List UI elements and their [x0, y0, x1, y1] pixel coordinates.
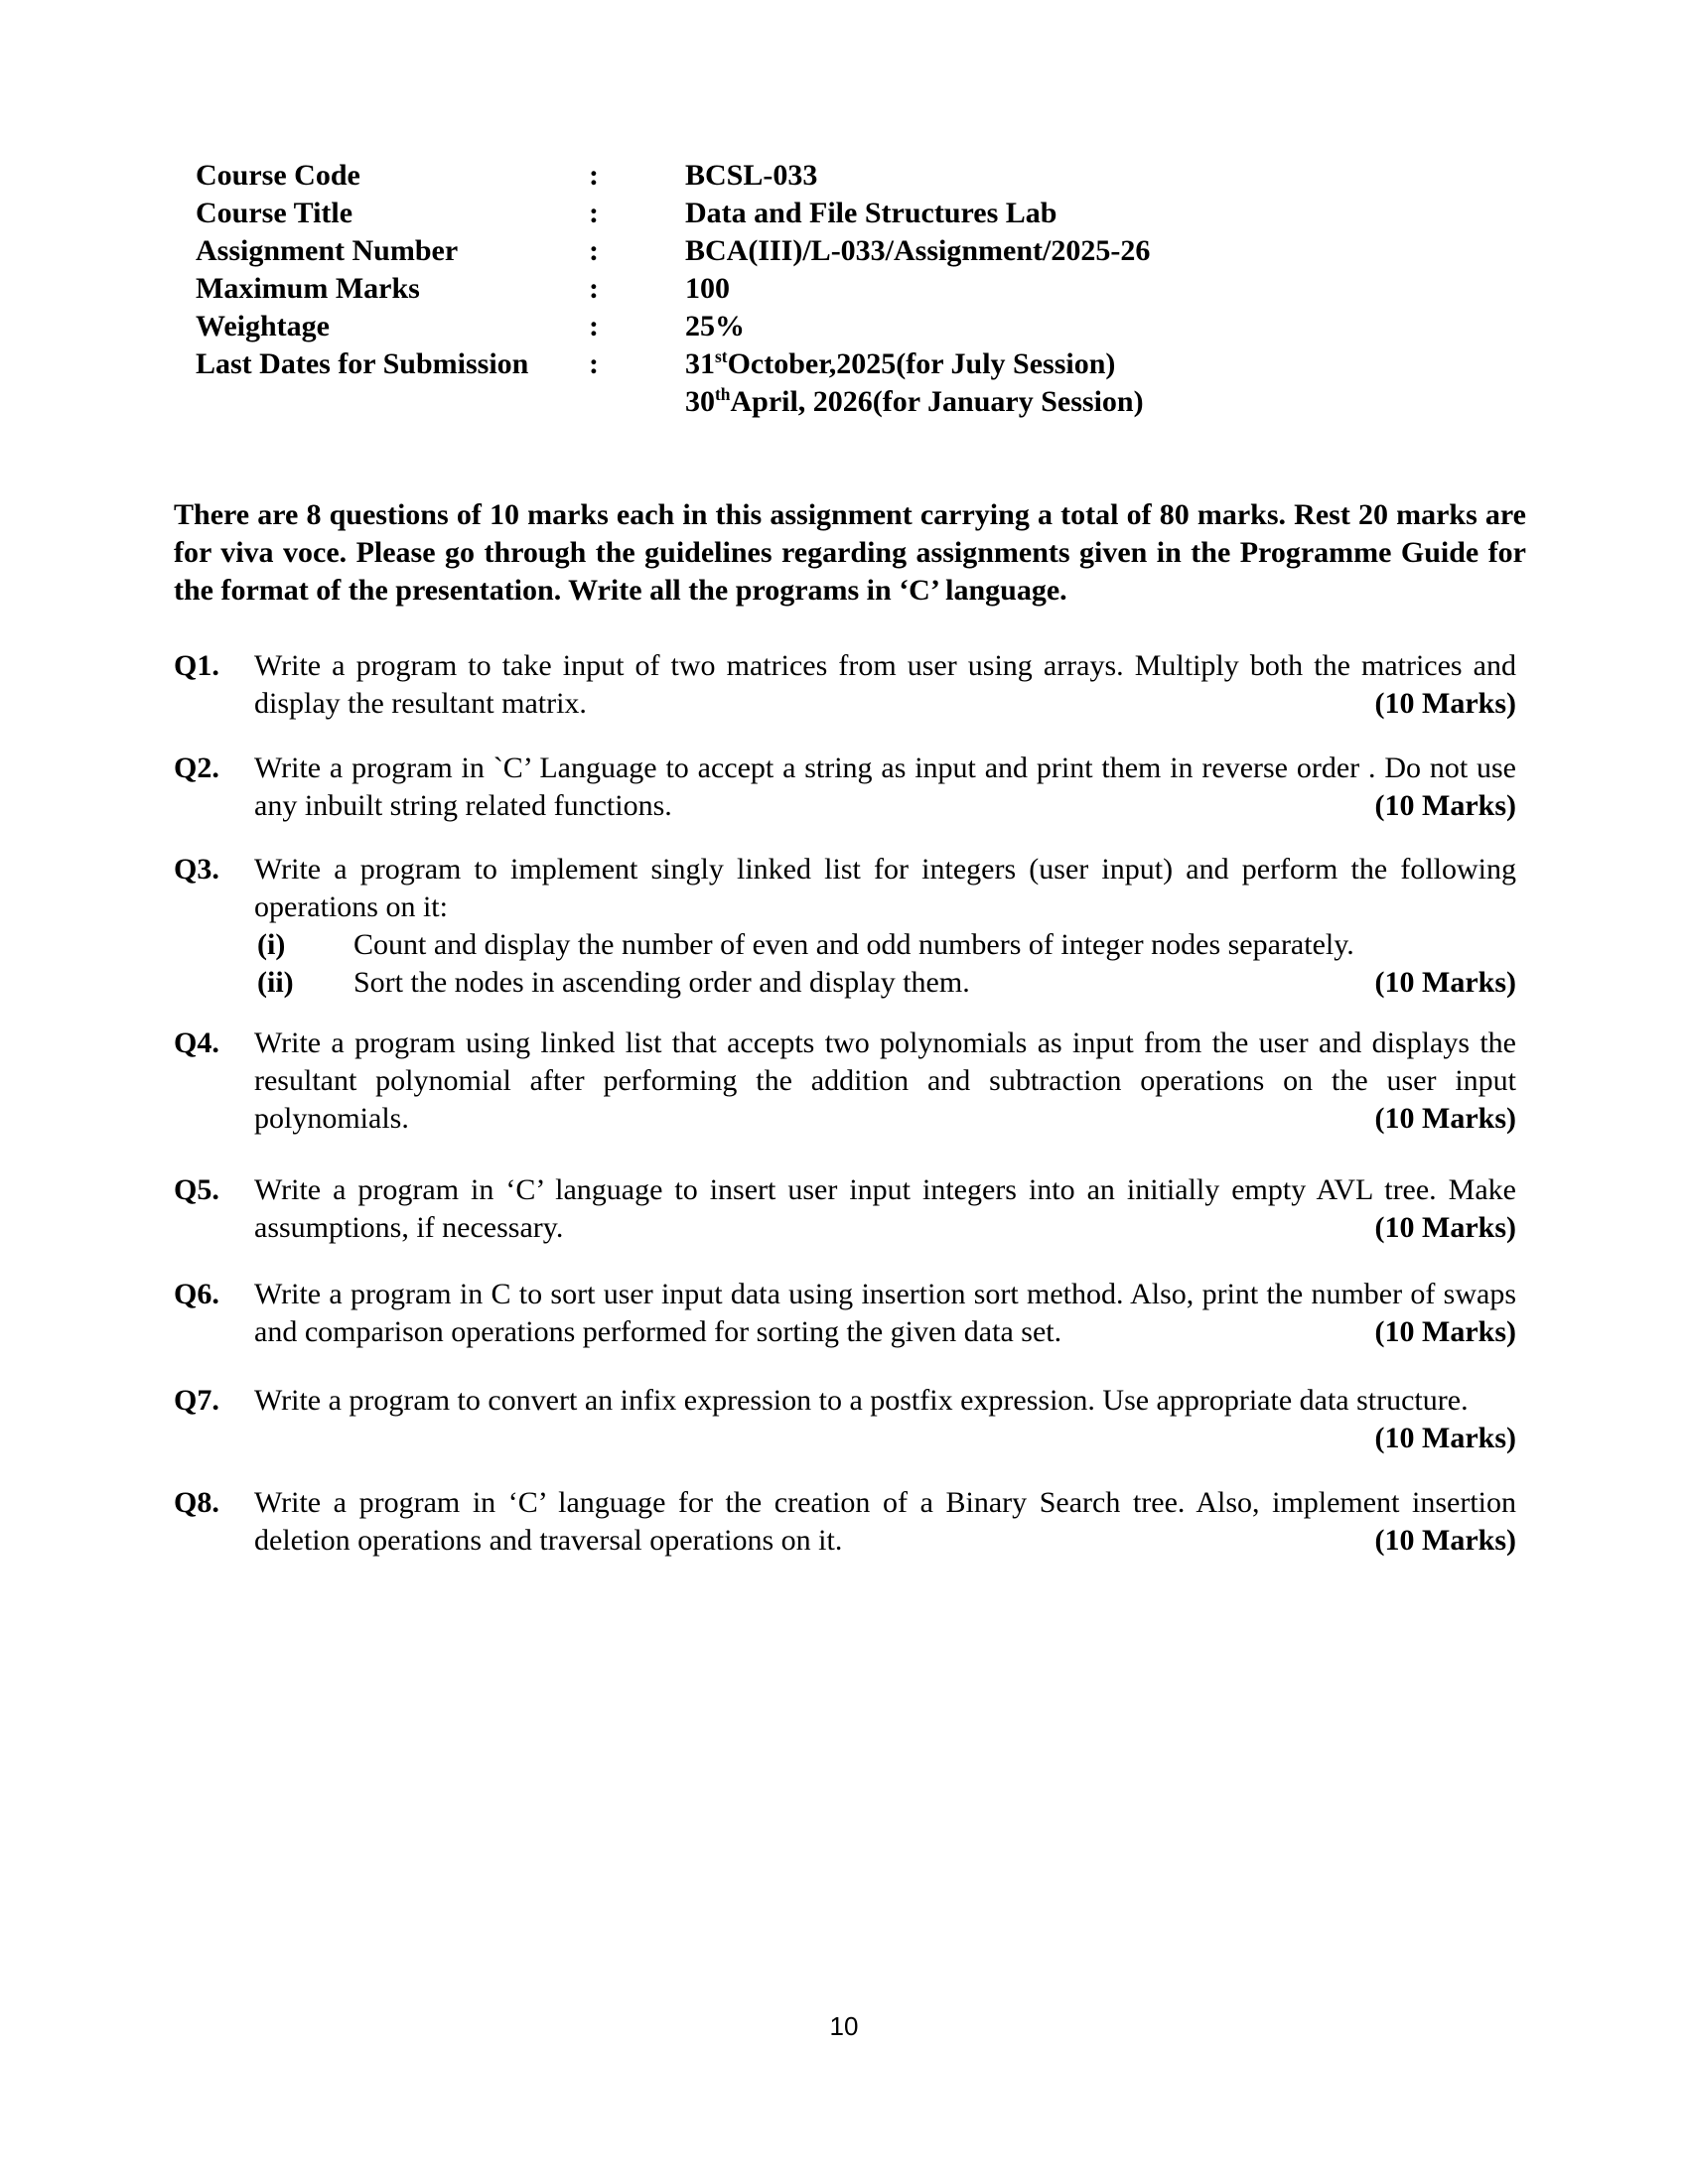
question-6-text: [254, 1276, 1516, 1351]
question-text: Write a program to take input of two matrices from user using arrays. Multiply both the matrices and display the resultant matrix.: [254, 649, 1516, 720]
page-number: 10: [829, 2011, 859, 2041]
date-rest: April, 2026(for January Session): [730, 385, 1144, 418]
question-7-text: [254, 1382, 1516, 1457]
question-5-text: [254, 1171, 1516, 1247]
question-7-number: Q7.: [174, 1384, 219, 1417]
header-row-last-dates-2: [196, 383, 1516, 421]
header-row-assignment-number: [196, 232, 1516, 270]
question-8-text: [254, 1484, 1516, 1560]
question-text: Write a program in ‘C’ language for the creation of a Binary Search tree. Also, implement insertion deletion operations and traversal operations on it.: [254, 1486, 1516, 1557]
date-ordinal: th: [715, 384, 731, 404]
question-3-subitem-ii: [254, 964, 1516, 1002]
question-3-marks: (10 Marks): [1374, 966, 1516, 999]
question-5-marks: (10 Marks): [1374, 1211, 1516, 1244]
last-dates-label: Last Dates for Submission: [196, 347, 529, 380]
question-text: Write a program in `C’ Language to accept a string as input and print them in reverse order . Do not use any inbuilt string related functions.: [254, 751, 1516, 822]
course-title-value: Data and File Structures Lab: [685, 197, 1057, 229]
instructions-paragraph: There are 8 questions of 10 marks each in this assignment carrying a total of 80 marks. Rest 20 marks are for viva voce. Please go through the guidelines regarding assignments given in the Programme Guide for the format of the presentation. Write all the programs in ‘C’ language.: [174, 498, 1526, 607]
question-2-number: Q2.: [174, 751, 219, 784]
question-3-text: [254, 851, 1516, 1002]
colon-separator: :: [589, 347, 599, 380]
question-1-marks: (10 Marks): [1374, 687, 1516, 720]
weightage-label: Weightage: [196, 310, 330, 342]
question-3-number: Q3.: [174, 853, 219, 886]
submission-date-july: [685, 345, 1516, 383]
question-6: [174, 1276, 1516, 1351]
question-8-number: Q8.: [174, 1486, 219, 1519]
question-7: [174, 1382, 1516, 1457]
course-title-label: Course Title: [196, 197, 353, 229]
date-day: 30: [685, 385, 715, 418]
header-row-course-title: [196, 195, 1516, 232]
subitem-ii-text: Sort the nodes in ascending order and display them.: [353, 966, 970, 999]
question-4-marks: (10 Marks): [1374, 1102, 1516, 1135]
question-1-number: Q1.: [174, 649, 219, 682]
assignment-number-value: BCA(III)/L-033/Assignment/2025-26: [685, 234, 1151, 267]
header-row-maximum-marks: [196, 270, 1516, 308]
colon-separator: :: [589, 272, 599, 305]
subitem-i-label: (i): [257, 928, 286, 961]
subitem-ii-label: (ii): [257, 966, 294, 999]
question-text: Write a program to convert an infix expression to a postfix expression. Use appropriate data structure.: [254, 1384, 1469, 1417]
question-1: [174, 647, 1516, 723]
question-2-marks: (10 Marks): [1374, 789, 1516, 822]
question-text: Write a program using linked list that accepts two polynomials as input from the user and displays the resultant polynomial after performing the addition and subtraction operations on the user input polynomials.: [254, 1026, 1516, 1135]
question-2-text: [254, 750, 1516, 825]
colon-separator: :: [589, 310, 599, 342]
question-6-marks: (10 Marks): [1374, 1315, 1516, 1348]
question-5-number: Q5.: [174, 1173, 219, 1206]
assignment-number-label: Assignment Number: [196, 234, 459, 267]
date-rest: October,2025(for July Session): [727, 347, 1116, 380]
maximum-marks-value: 100: [685, 272, 730, 305]
header-row-last-dates: [196, 345, 1516, 383]
course-code-value: BCSL-033: [685, 159, 818, 192]
course-code-label: Course Code: [196, 159, 360, 192]
question-text: Write a program in C to sort user input data using insertion sort method. Also, print the number of swaps and comparison operations performed for sorting the given data set.: [254, 1278, 1516, 1348]
question-4-number: Q4.: [174, 1026, 219, 1059]
header-row-course-code: [196, 157, 1516, 195]
question-4: [174, 1024, 1516, 1138]
question-3-subitem-i: [254, 926, 1516, 964]
colon-separator: :: [589, 197, 599, 229]
header-row-weightage: [196, 308, 1516, 345]
date-day: 31: [685, 347, 715, 380]
empty-cell: [196, 383, 589, 421]
question-8: [174, 1484, 1516, 1560]
question-7-marks: (10 Marks): [1374, 1422, 1516, 1454]
question-8-marks: (10 Marks): [1374, 1524, 1516, 1557]
question-5: [174, 1171, 1516, 1247]
colon-separator: :: [589, 159, 599, 192]
empty-cell: [589, 383, 685, 421]
question-text: Write a program in ‘C’ language to insert user input integers into an initially empty AVL tree. Make assumptions, if necessary.: [254, 1173, 1516, 1244]
maximum-marks-label: Maximum Marks: [196, 272, 420, 305]
question-1-text: [254, 647, 1516, 723]
date-ordinal: st: [715, 346, 728, 366]
submission-date-january: [685, 383, 1516, 421]
assignment-header: [196, 157, 1516, 421]
question-6-number: Q6.: [174, 1278, 219, 1310]
weightage-value: 25%: [685, 310, 745, 342]
subitem-i-text: Count and display the number of even and odd numbers of integer nodes separately.: [353, 928, 1354, 961]
question-3: [174, 851, 1516, 1002]
question-text: Write a program to implement singly linked list for integers (user input) and perform the following operations on it:: [254, 853, 1516, 923]
colon-separator: :: [589, 234, 599, 267]
question-2: [174, 750, 1516, 825]
question-4-text: [254, 1024, 1516, 1138]
